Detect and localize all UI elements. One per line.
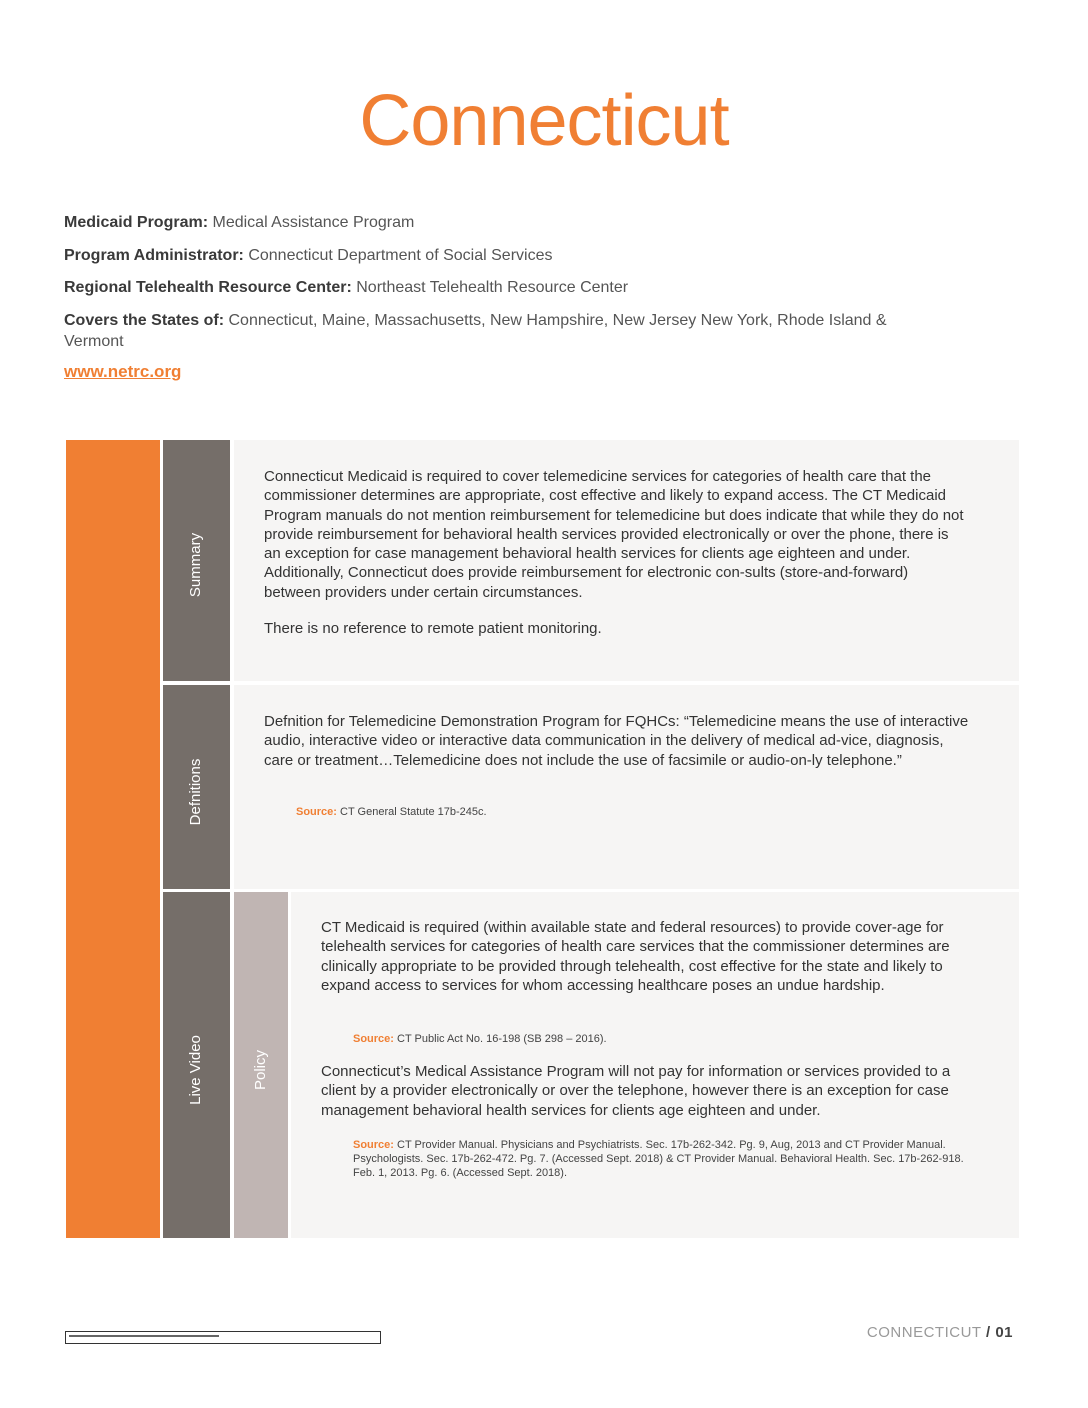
footnote-line xyxy=(69,1335,219,1337)
policy-label: Policy xyxy=(252,1050,269,1091)
rtrc-line xyxy=(64,277,964,298)
live-video-text-1: CT Medicaid is required (within available state and federal resources) to provide cover-age for telehealth services for categories of health care services that the commissioner determines are clinically appropriate to be provided through telehealth, cost effective for the state and likely to expand access to services for whom accessing healthcare poses an undue hardship. xyxy=(321,919,950,994)
covers-label: Covers the States of: xyxy=(64,312,225,329)
footnote-box xyxy=(65,1331,381,1344)
source-text: CT Public Act No. 16-198 (SB 298 – 2016). xyxy=(397,1033,607,1045)
source-text: CT General Statute 17b-245c. xyxy=(340,806,487,818)
source-label: Source: xyxy=(353,1033,394,1045)
definitions-text: Defnition for Telemedicine Demonstration Program for FQHCs: “Telemedicine means the use of interactive audio, interactive video or interactive data communication in the delivery of medical ad-vice, diagnosis, care or treatment…Telemedicine does not include the use of facsimile or audio-on-ly telephone.” xyxy=(264,713,969,769)
page-title: Connecticut xyxy=(359,81,729,161)
side-label: Medicaid Telehealth Reimbursement xyxy=(36,678,58,1002)
netrc-link[interactable]: www.netrc.org xyxy=(64,362,182,381)
summary-text: Connecticut Medicaid is required to cover telemedicine services for categories of health care that the commissioner determines are appropriate, cost effective and likely to expand access. The CT Medicaid Program manuals do not mention reimbursement for telemedicine but does indicate that while they do not provide reimbursement for behavioral health services provided electronically or over the phone, there is an exception for case management behavioral health services for clients age eighteen and under. Additionally, Connecticut does provide reimbursement for electronic con-sults (store-and-forward) between providers under certain circumstances. xyxy=(264,468,964,601)
rtrc-value: Northeast Telehealth Resource Center xyxy=(356,279,629,296)
source-label: Source: xyxy=(296,806,337,818)
program-admin-value: Connecticut Department of Social Services xyxy=(248,247,553,264)
live-video-source-2 xyxy=(353,1138,988,1180)
program-admin-label: Program Administrator: xyxy=(64,247,244,264)
definitions-label: Defnitions xyxy=(187,758,204,826)
covers-value: Connecticut, Maine, Massachusetts, New Hampshire, New Jersey New York, Rhode Island & Vermont xyxy=(64,312,887,350)
footer-state: CONNECTICUT xyxy=(866,1324,982,1341)
summary-label: Summary xyxy=(187,532,204,598)
summary-text-rpm: There is no reference to remote patient monitoring. xyxy=(264,620,602,637)
medicaid-program-line xyxy=(64,212,964,233)
page-footer xyxy=(867,1324,1013,1341)
covers-states-line xyxy=(64,310,944,352)
definitions-source xyxy=(296,805,946,819)
medicaid-program-value: Medical Assistance Program xyxy=(212,214,415,231)
live-video-label: Live Video xyxy=(187,1035,204,1105)
source-text: CT Provider Manual. Physicians and Psychiatrists. Sec. 17b-262-342. Pg. 9, Aug, 2013 and CT Provider Manual. Psychologists. Sec. 17b-262-472. Pg. 7. (Accessed Sept. 2018) & CT Provider Manual. Behavioral Health. Sec. 17b-262-918. Feb. 1, 2013. Pg. 6. (Accessed Sept. 2018). xyxy=(353,1139,964,1179)
source-label: Source: xyxy=(353,1139,394,1151)
live-video-text-2: Connecticut’s Medical Assistance Program will not pay for information or services provided to a client by a provider electronically or over the telephone, however there is an exception for case management behavioral health services for clients age eighteen and under. xyxy=(321,1063,951,1119)
side-label-column xyxy=(66,440,160,1238)
rtrc-label: Regional Telehealth Resource Center: xyxy=(64,279,352,296)
program-admin-line xyxy=(64,245,964,266)
footer-separator: / xyxy=(985,1324,991,1341)
footer-page-number: 01 xyxy=(995,1324,1013,1341)
medicaid-program-label: Medicaid Program: xyxy=(64,214,209,231)
live-video-source-1 xyxy=(353,1032,983,1046)
